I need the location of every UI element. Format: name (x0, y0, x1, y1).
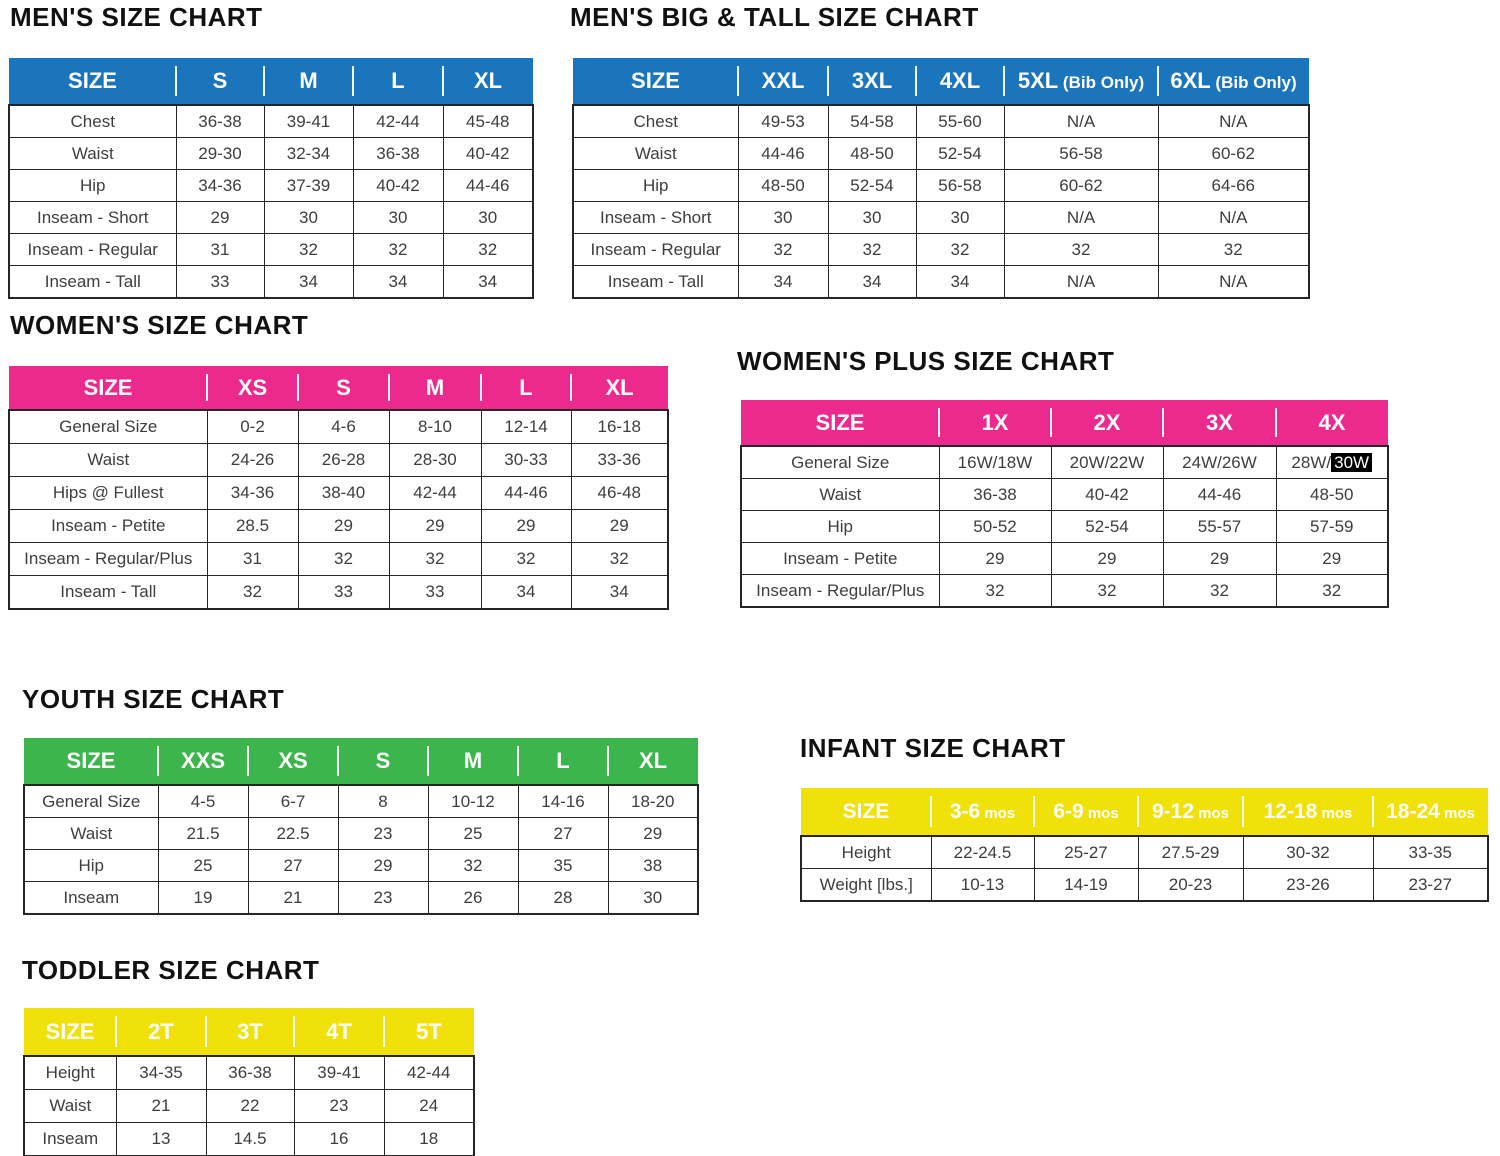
value-cell: 32 (207, 576, 298, 610)
table-row (9, 266, 533, 299)
header-cell: 5T (384, 1008, 474, 1056)
value-cell: 32 (1276, 575, 1388, 608)
value-cell: 14-19 (1034, 869, 1138, 902)
value-cell: 55-60 (916, 105, 1004, 138)
table-row (573, 202, 1309, 234)
womens-plus-size-chart-table (740, 400, 1389, 608)
infant-size-chart-title: INFANT SIZE CHART (800, 733, 1066, 763)
value-cell: 28W/ 30W (1276, 446, 1388, 479)
header-cell: S (176, 58, 264, 105)
mens-big-tall-size-chart-title: MEN'S BIG & TALL SIZE CHART (570, 2, 979, 32)
header-cell: M (428, 738, 518, 785)
table-row (9, 138, 533, 170)
row-label: Inseam - Tall (9, 576, 207, 610)
value-cell: 30 (828, 202, 916, 234)
header-cell: 3X (1163, 400, 1276, 446)
row-label: Inseam - Regular (573, 234, 738, 266)
value-cell: 27.5-29 (1138, 836, 1243, 869)
value-cell: 60-62 (1004, 170, 1158, 202)
row-label: Inseam - Regular (9, 234, 176, 266)
value-cell: 36-38 (353, 138, 443, 170)
value-cell: 30 (738, 202, 828, 234)
row-label: Hip (9, 170, 176, 202)
value-cell: 39-41 (264, 105, 353, 138)
header-cell-sub: (Bib Only) (1210, 73, 1297, 92)
value-cell: 26 (428, 882, 518, 915)
value-cell: 44-46 (738, 138, 828, 170)
table-row (9, 543, 668, 576)
header-cell: 5XL (Bib Only) (1004, 58, 1158, 105)
value-cell: N/A (1158, 202, 1309, 234)
value-cell: N/A (1004, 202, 1158, 234)
value-cell: 10-12 (428, 785, 518, 818)
header-cell: M (264, 58, 353, 105)
value-cell: 56-58 (916, 170, 1004, 202)
header-row (9, 58, 533, 105)
row-label: Inseam - Regular/Plus (741, 575, 939, 608)
table-row (9, 477, 668, 510)
header-cell: SIZE (573, 58, 738, 105)
value-cell: 27 (248, 850, 338, 882)
value-cell: 33-36 (571, 444, 668, 477)
value-cell: 42-44 (353, 105, 443, 138)
value-cell: 10-13 (931, 869, 1034, 902)
value-cell: 18-20 (608, 785, 698, 818)
value-cell: 29 (1051, 543, 1163, 575)
value-cell: 34-36 (207, 477, 298, 510)
mens-big-tall-size-chart-table-wrap (572, 58, 1310, 299)
value-cell: 20W/22W (1051, 446, 1163, 479)
value-cell: 23 (338, 818, 428, 850)
table-row (801, 836, 1488, 869)
value-cell: 23 (338, 882, 428, 915)
mens-size-chart-section (8, 2, 534, 299)
table-row (741, 543, 1388, 575)
row-label: Inseam - Tall (573, 266, 738, 299)
row-label: Waist (573, 138, 738, 170)
value-cell: 30 (916, 202, 1004, 234)
value-cell: 30-33 (481, 444, 571, 477)
header-cell: 1X (939, 400, 1051, 446)
value-cell: 50-52 (939, 511, 1051, 543)
value-cell: 36-38 (206, 1056, 294, 1090)
header-cell: 12-18 mos (1243, 788, 1373, 836)
value-cell: N/A (1158, 105, 1309, 138)
value-cell: 48-50 (828, 138, 916, 170)
value-cell: 40-42 (1051, 479, 1163, 511)
table-row (24, 1123, 474, 1156)
row-label: Hip (573, 170, 738, 202)
header-cell: 18-24 mos (1373, 788, 1488, 836)
row-label: Hip (741, 511, 939, 543)
value-cell: 34 (738, 266, 828, 299)
header-cell: XXS (158, 738, 248, 785)
value-cell: 35 (518, 850, 608, 882)
mens-big-tall-size-chart-table (572, 58, 1310, 299)
value-cell: 28.5 (207, 510, 298, 543)
value-cell: 20-23 (1138, 869, 1243, 902)
value-cell: 29 (389, 510, 481, 543)
value-cell: 16 (294, 1123, 384, 1156)
value-cell: 32-34 (264, 138, 353, 170)
value-cell: 40-42 (353, 170, 443, 202)
value-cell: 4-5 (158, 785, 248, 818)
row-label: Inseam - Regular/Plus (9, 543, 207, 576)
header-cell-sub: mos (1317, 804, 1353, 822)
table-row (24, 850, 698, 882)
infant-size-chart-section (799, 733, 1489, 902)
header-cell: L (481, 366, 571, 410)
value-cell: 13 (116, 1123, 206, 1156)
value-cell: 29 (338, 850, 428, 882)
value-cell: 24-26 (207, 444, 298, 477)
value-cell: 34 (571, 576, 668, 610)
table-row (24, 785, 698, 818)
value-cell: 38 (608, 850, 698, 882)
table-row (573, 234, 1309, 266)
header-row (24, 1008, 474, 1056)
womens-plus-size-chart-table-wrap (740, 400, 1389, 608)
value-cell: 28 (518, 882, 608, 915)
value-cell: 24W/26W (1163, 446, 1276, 479)
value-cell: 34 (443, 266, 533, 299)
table-row (801, 869, 1488, 902)
table-row (573, 138, 1309, 170)
table-row (24, 882, 698, 915)
toddler-size-chart-section (22, 955, 475, 1156)
value-cell: 30 (608, 882, 698, 915)
header-cell: 9-12 mos (1138, 788, 1243, 836)
value-cell: 33-35 (1373, 836, 1488, 869)
value-cell: 4-6 (298, 410, 389, 444)
value-cell: 36-38 (939, 479, 1051, 511)
value-cell: 32 (481, 543, 571, 576)
header-cell: XS (207, 366, 298, 410)
table-row (741, 575, 1388, 608)
value-cell: 32 (1051, 575, 1163, 608)
table-row (573, 266, 1309, 299)
header-cell: SIZE (24, 738, 158, 785)
womens-plus-size-chart-section (737, 346, 1389, 608)
value-cell: 29 (1163, 543, 1276, 575)
table-row (9, 444, 668, 477)
table-row (24, 818, 698, 850)
value-cell: 26-28 (298, 444, 389, 477)
value-cell: 29 (481, 510, 571, 543)
mens-size-chart-table-wrap (8, 58, 534, 299)
table-row (24, 1090, 474, 1123)
header-cell: 2T (116, 1008, 206, 1056)
value-cell: 29 (1276, 543, 1388, 575)
value-cell: 21 (116, 1090, 206, 1123)
value-cell: 33 (298, 576, 389, 610)
row-label: Inseam - Petite (741, 543, 939, 575)
value-cell: 55-57 (1163, 511, 1276, 543)
value-cell: 0-2 (207, 410, 298, 444)
value-cell: N/A (1004, 105, 1158, 138)
value-cell: 48-50 (738, 170, 828, 202)
header-cell: SIZE (801, 788, 931, 836)
value-cell: 32 (1163, 575, 1276, 608)
value-cell: 23-26 (1243, 869, 1373, 902)
toddler-size-chart-table (23, 1008, 475, 1156)
value-cell: 38-40 (298, 477, 389, 510)
value-cell: 32 (353, 234, 443, 266)
header-cell: SIZE (741, 400, 939, 446)
header-cell: 4X (1276, 400, 1388, 446)
row-label: Waist (741, 479, 939, 511)
value-cell: 34-35 (116, 1056, 206, 1090)
mens-big-tall-size-chart-section (570, 2, 1310, 299)
womens-size-chart-table-wrap (8, 366, 669, 610)
value-cell: 29 (608, 818, 698, 850)
infant-size-chart-table (800, 788, 1489, 902)
value-cell: 32 (389, 543, 481, 576)
value-cell: 29 (298, 510, 389, 543)
row-label: General Size (9, 410, 207, 444)
value-cell: 52-54 (828, 170, 916, 202)
header-cell: 3T (206, 1008, 294, 1056)
value-cell: 37-39 (264, 170, 353, 202)
header-cell: 3XL (828, 58, 916, 105)
youth-size-chart-table (23, 738, 699, 915)
toddler-size-chart-title: TODDLER SIZE CHART (22, 955, 320, 985)
value-cell: 56-58 (1004, 138, 1158, 170)
value-cell: 30-32 (1243, 836, 1373, 869)
header-row (9, 366, 668, 410)
value-cell: 25 (428, 818, 518, 850)
value-cell: 24 (384, 1090, 474, 1123)
value-cell: 32 (939, 575, 1051, 608)
value-cell: 34 (828, 266, 916, 299)
womens-size-chart-table (8, 366, 669, 610)
value-cell: 21 (248, 882, 338, 915)
row-label: Inseam - Tall (9, 266, 176, 299)
table-row (741, 479, 1388, 511)
row-label: Inseam - Short (9, 202, 176, 234)
header-cell: 2X (1051, 400, 1163, 446)
header-cell: SIZE (9, 58, 176, 105)
header-row (801, 788, 1488, 836)
value-cell: 34 (264, 266, 353, 299)
header-cell-sub: mos (980, 804, 1016, 822)
header-cell: 4XL (916, 58, 1004, 105)
womens-plus-size-chart-title: WOMEN'S PLUS SIZE CHART (737, 346, 1115, 376)
row-label: Waist (9, 444, 207, 477)
youth-size-chart-table-wrap (23, 738, 699, 915)
row-label: General Size (741, 446, 939, 479)
value-cell: 18 (384, 1123, 474, 1156)
header-cell: 6XL (Bib Only) (1158, 58, 1309, 105)
row-label: Waist (24, 1090, 116, 1123)
value-cell: 44-46 (481, 477, 571, 510)
value-cell: 32 (916, 234, 1004, 266)
value-cell: 6-7 (248, 785, 338, 818)
value-cell: 32 (1004, 234, 1158, 266)
mens-size-chart-table (8, 58, 534, 299)
value-cell: 28-30 (389, 444, 481, 477)
value-cell: 23 (294, 1090, 384, 1123)
value-cell: 8-10 (389, 410, 481, 444)
header-row (24, 738, 698, 785)
header-cell-sub: mos (1083, 804, 1119, 822)
header-cell: XL (443, 58, 533, 105)
womens-size-chart-section (8, 310, 669, 610)
mens-size-chart-title: MEN'S SIZE CHART (10, 2, 263, 32)
value-cell: 32 (571, 543, 668, 576)
table-row (9, 410, 668, 444)
value-cell: 29 (176, 202, 264, 234)
value-cell: 27 (518, 818, 608, 850)
selection-highlight: 30W (1331, 453, 1372, 472)
table-row (9, 105, 533, 138)
header-cell: SIZE (24, 1008, 116, 1056)
value-cell: 34 (481, 576, 571, 610)
value-cell: 21.5 (158, 818, 248, 850)
row-label: Hips @ Fullest (9, 477, 207, 510)
header-cell-sub: mos (1439, 804, 1475, 822)
value-cell: 31 (176, 234, 264, 266)
row-label: Height (801, 836, 931, 869)
value-cell: 19 (158, 882, 248, 915)
header-cell-sub: mos (1194, 804, 1230, 822)
value-cell: 36-38 (176, 105, 264, 138)
header-cell: S (298, 366, 389, 410)
value-cell: 23-27 (1373, 869, 1488, 902)
value-cell: 34 (353, 266, 443, 299)
value-cell: 52-54 (1051, 511, 1163, 543)
table-row (573, 170, 1309, 202)
value-cell: 40-42 (443, 138, 533, 170)
value-cell: 45-48 (443, 105, 533, 138)
value-cell: 52-54 (916, 138, 1004, 170)
value-cell: 48-50 (1276, 479, 1388, 511)
value-cell: 60-62 (1158, 138, 1309, 170)
header-row (741, 400, 1388, 446)
header-cell: 6-9 mos (1034, 788, 1138, 836)
table-row (24, 1056, 474, 1090)
header-cell: XS (248, 738, 338, 785)
value-cell: 29-30 (176, 138, 264, 170)
header-cell: 4T (294, 1008, 384, 1056)
header-row (573, 58, 1309, 105)
header-cell: S (338, 738, 428, 785)
youth-size-chart-title: YOUTH SIZE CHART (22, 684, 285, 714)
value-cell: 42-44 (384, 1056, 474, 1090)
value-cell: 32 (828, 234, 916, 266)
value-cell: 32 (443, 234, 533, 266)
table-row (741, 446, 1388, 479)
value-cell: 22 (206, 1090, 294, 1123)
value-cell: N/A (1004, 266, 1158, 299)
womens-size-chart-title: WOMEN'S SIZE CHART (10, 310, 309, 340)
header-cell-sub: (Bib Only) (1058, 73, 1145, 92)
row-label: Height (24, 1056, 116, 1090)
value-cell: 32 (264, 234, 353, 266)
header-cell: SIZE (9, 366, 207, 410)
value-cell: 57-59 (1276, 511, 1388, 543)
value-cell: 14-16 (518, 785, 608, 818)
header-cell: M (389, 366, 481, 410)
value-cell: 32 (428, 850, 518, 882)
row-label: Waist (24, 818, 158, 850)
row-label: Inseam - Short (573, 202, 738, 234)
value-cell: N/A (1158, 266, 1309, 299)
header-cell: XL (571, 366, 668, 410)
header-cell: XL (608, 738, 698, 785)
toddler-size-chart-table-wrap (23, 1008, 475, 1156)
value-cell: 16W/18W (939, 446, 1051, 479)
table-row (9, 170, 533, 202)
table-row (9, 510, 668, 543)
value-cell: 8 (338, 785, 428, 818)
row-label: Weight [lbs.] (801, 869, 931, 902)
table-row (741, 511, 1388, 543)
table-row (9, 576, 668, 610)
table-row (573, 105, 1309, 138)
value-cell: 31 (207, 543, 298, 576)
value-cell: 30 (353, 202, 443, 234)
row-label: Inseam (24, 1123, 116, 1156)
value-cell: 29 (571, 510, 668, 543)
row-label: Chest (573, 105, 738, 138)
value-cell: 25-27 (1034, 836, 1138, 869)
table-row (9, 234, 533, 266)
table-row (9, 202, 533, 234)
value-cell: 33 (176, 266, 264, 299)
value-cell: 30 (443, 202, 533, 234)
value-cell: 42-44 (389, 477, 481, 510)
header-cell: XXL (738, 58, 828, 105)
row-label: Inseam (24, 882, 158, 915)
youth-size-chart-section (22, 684, 699, 915)
value-cell: 22-24.5 (931, 836, 1034, 869)
value-cell: 44-46 (1163, 479, 1276, 511)
header-cell: 3-6 mos (931, 788, 1034, 836)
value-cell: 14.5 (206, 1123, 294, 1156)
value-cell: 64-66 (1158, 170, 1309, 202)
header-cell: L (353, 58, 443, 105)
value-cell: 39-41 (294, 1056, 384, 1090)
value-cell: 54-58 (828, 105, 916, 138)
infant-size-chart-table-wrap (800, 788, 1489, 902)
value-cell: 32 (298, 543, 389, 576)
row-label: Inseam - Petite (9, 510, 207, 543)
value-cell: 32 (1158, 234, 1309, 266)
row-label: Waist (9, 138, 176, 170)
value-cell: 29 (939, 543, 1051, 575)
value-cell: 12-14 (481, 410, 571, 444)
value-cell: 34-36 (176, 170, 264, 202)
value-cell: 46-48 (571, 477, 668, 510)
value-cell: 49-53 (738, 105, 828, 138)
value-cell: 25 (158, 850, 248, 882)
value-cell: 30 (264, 202, 353, 234)
value-cell: 22.5 (248, 818, 338, 850)
value-cell: 34 (916, 266, 1004, 299)
header-cell: L (518, 738, 608, 785)
row-label: Chest (9, 105, 176, 138)
value-cell: 33 (389, 576, 481, 610)
value-cell: 16-18 (571, 410, 668, 444)
row-label: Hip (24, 850, 158, 882)
row-label: General Size (24, 785, 158, 818)
value-cell: 44-46 (443, 170, 533, 202)
value-cell: 32 (738, 234, 828, 266)
